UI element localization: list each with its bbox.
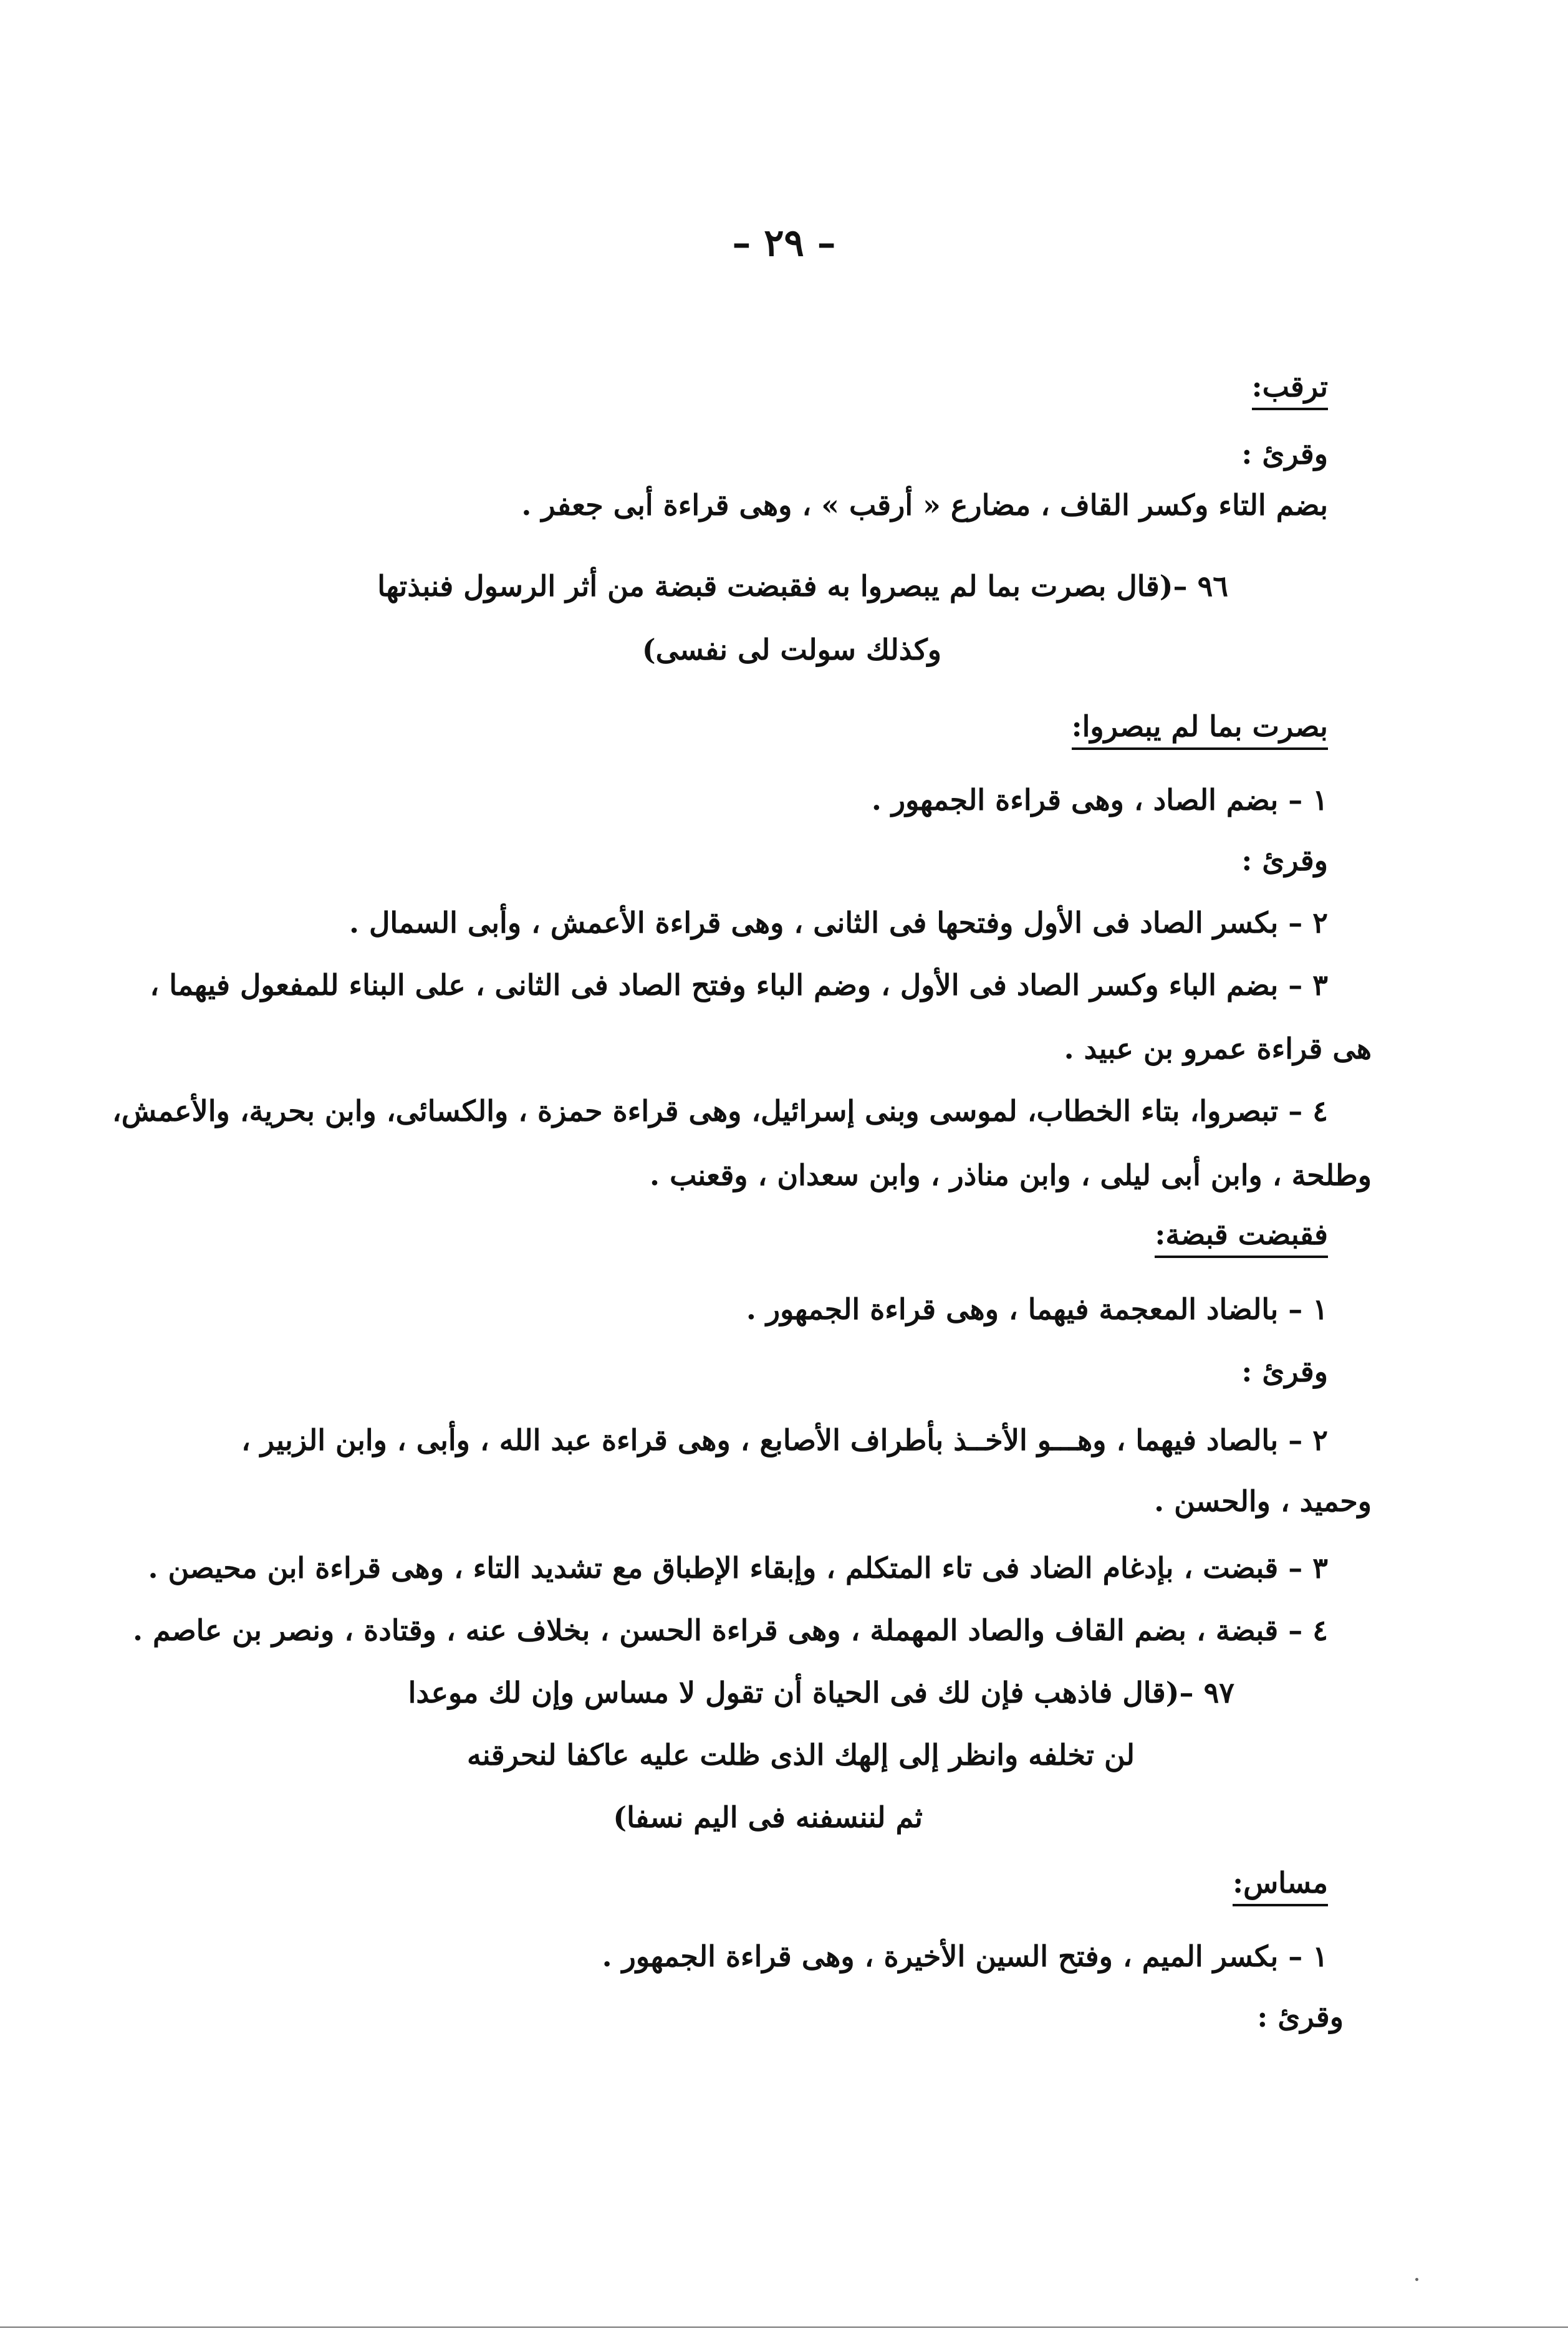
text-line: ٤ – قبضة ، بضم القاف والصاد المهملة ، وهى قراءة الحسن ، بخلاف عنه ، وقتادة ، ونصر بن عاصم . [132, 1613, 1328, 1647]
verse-96-line-1: ٩٦ –(قال بصرت بما لم يبصروا به فقبضت قبضة من أثر الرسول فنبذتها [377, 569, 1228, 603]
verse-97-line-1: ٩٧ –(قال فاذهب فإن لك فى الحياة أن تقول لا مساس وإن لك موعدا [408, 1676, 1234, 1709]
heading-basurtu: بصرت بما لم يبصروا: [1072, 708, 1328, 750]
bottom-rule [0, 2327, 1568, 2328]
page-number: – ٢٩ – [732, 221, 836, 265]
heading-qabadtu: فقبضت قبضة: [1155, 1216, 1328, 1258]
text-line: بضم التاء وكسر القاف ، مضارع « أرقب » ، وهى قراءة أبى جعفر . [521, 488, 1328, 522]
scan-speck [1415, 2278, 1418, 2281]
heading-tarqub: ترقب: [1252, 368, 1328, 410]
text-line: وقرئ : [1257, 2000, 1344, 2034]
verse-97-line-3: ثم لننسفنه فى اليم نسفا) [613, 1800, 923, 1834]
verse-97-line-2: لن تخلفه وانظر إلى إلهك الذى ظلت عليه عاكفا لنحرقنه [467, 1738, 1135, 1772]
text-line: وقرئ : [1241, 1355, 1328, 1388]
text-line: ٢ – بالصاد فيهما ، وهـــو الأخــذ بأطراف الأصابع ، وهى قراءة عبد الله ، وأبى ، وابن الزبير ، [241, 1423, 1328, 1457]
verse-96-line-2: وكذلك سولت لى نفسى) [642, 633, 941, 666]
text-line: هى قراءة عمرو بن عبيد . [1064, 1032, 1372, 1065]
text-line: وطلحة ، وابن أبى ليلى ، وابن مناذر ، وابن سعدان ، وقعنب . [650, 1158, 1372, 1192]
text-line: ٢ – بكسر الصاد فى الأول وفتحها فى الثانى ، وهى قراءة الأعمش ، وأبى السمال . [349, 906, 1328, 939]
text-line: ١ – بكسر الميم ، وفتح السين الأخيرة ، وهى قراءة الجمهور . [602, 1939, 1328, 1973]
text-line: ١ – بالضاد المعجمة فيهما ، وهى قراءة الجمهور . [746, 1292, 1328, 1326]
text-line: وحميد ، والحسن . [1154, 1484, 1372, 1518]
text-line: ٣ – قبضت ، بإدغام الضاد فى تاء المتكلم ، وإبقاء الإطباق مع تشديد التاء ، وهى قراءة ابن محيصن . [148, 1551, 1328, 1585]
text-line: ٣ – بضم الباء وكسر الصاد فى الأول ، وضم الباء وفتح الصاد فى الثانى ، على البناء للمفعول فيهما ، [150, 968, 1328, 1002]
heading-misas: مساس: [1233, 1864, 1328, 1906]
text-line: وقرئ : [1241, 437, 1328, 471]
text-line: وقرئ : [1241, 843, 1328, 877]
text-line: ١ – بضم الصاد ، وهى قراءة الجمهور . [871, 783, 1328, 817]
text-line: ٤ – تبصروا، بتاء الخطاب، لموسى وبنى إسرائيل، وهى قراءة حمزة ، والكسائى، وابن بحرية، والأعمش، [112, 1094, 1328, 1128]
